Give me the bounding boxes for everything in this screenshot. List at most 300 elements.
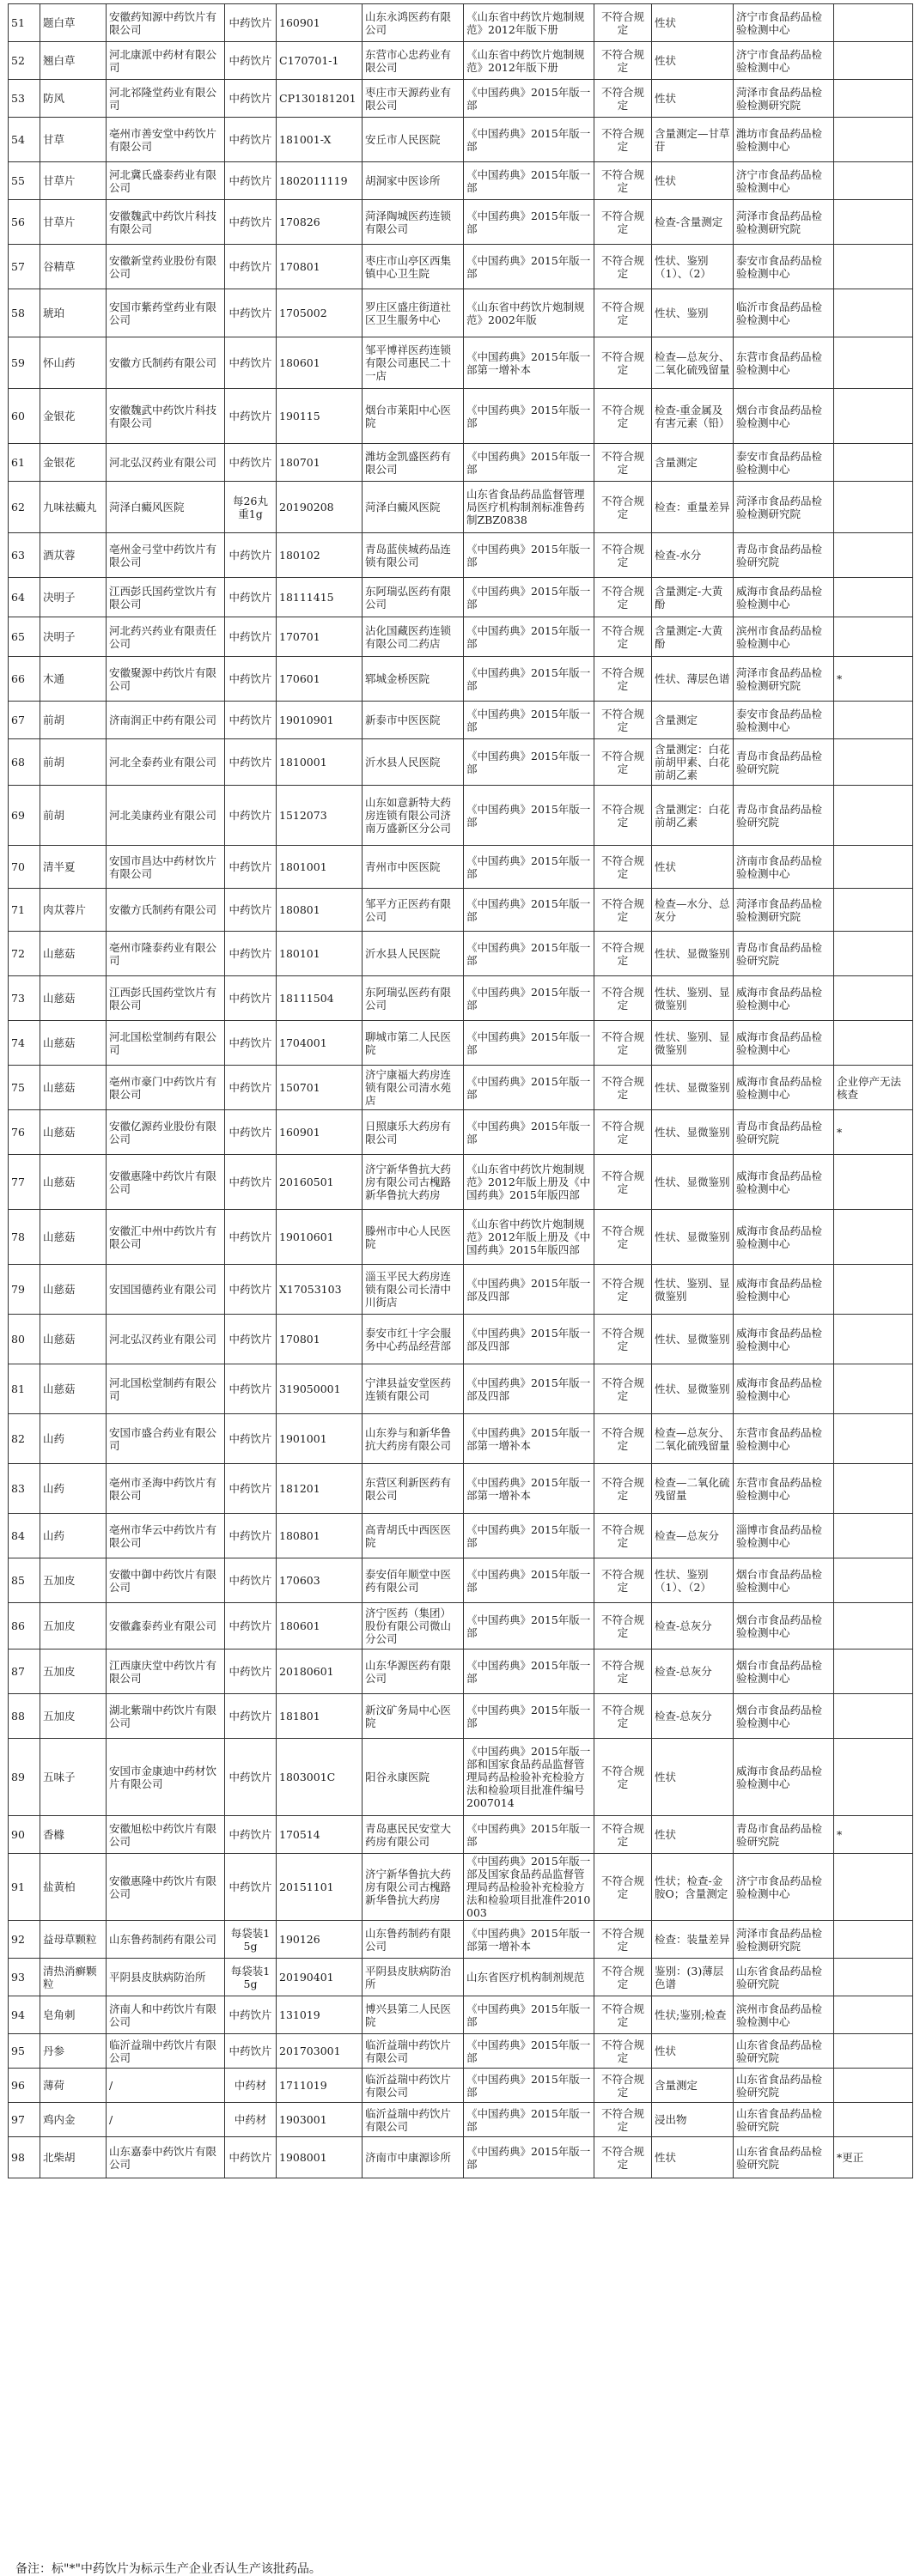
specification-cell: 中药饮片 <box>225 4 277 42</box>
remark-cell <box>834 4 913 42</box>
batch-number-cell: X17053103 <box>277 1265 363 1315</box>
table-row <box>9 2103 913 2137</box>
result-cell: 不符合规定 <box>594 1265 652 1315</box>
remark-cell <box>834 1464 913 1514</box>
batch-number-cell: 20160501 <box>277 1155 363 1210</box>
remark-cell <box>834 245 913 289</box>
testing-agency-cell: 烟台市食品药品检验检测中心 <box>734 1603 834 1649</box>
testing-agency-cell: 济宁市食品药品检验检测中心 <box>734 4 834 42</box>
testing-agency-cell: 山东省食品药品检验研究院 <box>734 2034 834 2069</box>
sampled-unit-cell: 山东鲁药制药有限公司 <box>363 1921 464 1959</box>
testing-agency-cell: 临沂市食品药品检验检测中心 <box>734 289 834 337</box>
manufacturer-cell: 济南人和中药饮片有限公司 <box>107 1996 225 2034</box>
remark-cell <box>834 200 913 245</box>
batch-number-cell: 1903001 <box>277 2103 363 2137</box>
remark-cell <box>834 1155 913 1210</box>
specification-cell: 每袋装15g <box>225 1959 277 1996</box>
specification-cell: 中药饮片 <box>225 1739 277 1816</box>
remark-cell <box>834 42 913 80</box>
row-number-cell: 90 <box>9 1816 40 1854</box>
testing-agency-cell: 烟台市食品药品检验检测中心 <box>734 389 834 444</box>
standard-cell: 《中国药典》2015年版一部第一增补本 <box>464 1464 594 1514</box>
product-name-cell: 丹参 <box>40 2034 107 2069</box>
product-name-cell: 怀山药 <box>40 337 107 389</box>
standard-cell: 《中国药典》2015年版一部 <box>464 889 594 932</box>
batch-number-cell: 170801 <box>277 1315 363 1364</box>
remark-cell <box>834 162 913 200</box>
row-number-cell: 82 <box>9 1414 40 1464</box>
product-name-cell: 盐黄柏 <box>40 1854 107 1921</box>
specification-cell: 中药饮片 <box>225 1464 277 1514</box>
specification-cell: 中药饮片 <box>225 786 277 846</box>
table-row <box>9 1315 913 1364</box>
product-name-cell: 山慈菇 <box>40 1110 107 1155</box>
failed-item-cell: 含量测定：白花前胡甲素、白花前胡乙素 <box>652 739 734 786</box>
failed-item-cell: 性状 <box>652 1739 734 1816</box>
row-number-cell: 81 <box>9 1364 40 1414</box>
product-name-cell: 琥珀 <box>40 289 107 337</box>
failed-item-cell: 检查—二氧化硫残留量 <box>652 1464 734 1514</box>
result-cell: 不符合规定 <box>594 118 652 162</box>
remark-cell <box>834 1921 913 1959</box>
failed-item-cell: 性状、显微鉴别 <box>652 1210 734 1265</box>
sampled-unit-cell: 临沂益瑞中药饮片有限公司 <box>363 2069 464 2103</box>
result-cell: 不符合规定 <box>594 1315 652 1364</box>
remark-cell <box>834 1514 913 1558</box>
batch-number-cell: 150701 <box>277 1066 363 1110</box>
table-row <box>9 976 913 1021</box>
remark-cell <box>834 1739 913 1816</box>
standard-cell: 《中国药典》2015年版一部 <box>464 1816 594 1854</box>
result-cell: 不符合规定 <box>594 444 652 482</box>
manufacturer-cell: 江西彭氏国药堂饮片有限公司 <box>107 578 225 617</box>
batch-number-cell: 19010901 <box>277 702 363 739</box>
failed-item-cell: 性状、鉴别、显微鉴别 <box>652 1265 734 1315</box>
manufacturer-cell: 安国市紫药堂药业有限公司 <box>107 289 225 337</box>
table-row <box>9 786 913 846</box>
failed-item-cell: 性状 <box>652 4 734 42</box>
failed-item-cell: 性状、薄层色谱 <box>652 657 734 702</box>
table-row <box>9 482 913 533</box>
sampled-unit-cell: 临沂益瑞中药饮片有限公司 <box>363 2103 464 2137</box>
sampled-unit-cell: 沂水县人民医院 <box>363 932 464 976</box>
row-number-cell: 69 <box>9 786 40 846</box>
row-number-cell: 53 <box>9 80 40 118</box>
testing-agency-cell: 威海市食品药品检验检测中心 <box>734 1315 834 1364</box>
table-row <box>9 118 913 162</box>
standard-cell: 《中国药典》2015年版一部 <box>464 1694 594 1739</box>
product-name-cell: 山药 <box>40 1464 107 1514</box>
sampled-unit-cell: 青州市中医医院 <box>363 846 464 889</box>
remark-cell <box>834 976 913 1021</box>
row-number-cell: 70 <box>9 846 40 889</box>
standard-cell: 《中国药典》2015年版一部 <box>464 2034 594 2069</box>
testing-agency-cell: 烟台市食品药品检验检测中心 <box>734 1649 834 1694</box>
failed-item-cell: 性状、显微鉴别 <box>652 932 734 976</box>
remark-cell <box>834 1210 913 1265</box>
product-name-cell: 山慈菇 <box>40 1364 107 1414</box>
product-name-cell: 五加皮 <box>40 1558 107 1603</box>
standard-cell: 《中国药典》2015年版一部 <box>464 1066 594 1110</box>
specification-cell: 中药饮片 <box>225 245 277 289</box>
row-number-cell: 76 <box>9 1110 40 1155</box>
failed-item-cell: 浸出物 <box>652 2103 734 2137</box>
batch-number-cell: CP130181201 <box>277 80 363 118</box>
failed-item-cell: 性状、鉴别、显微鉴别 <box>652 1021 734 1066</box>
failed-item-cell: 含量测定-大黄酚 <box>652 617 734 657</box>
standard-cell: 《中国药典》2015年版一部及四部 <box>464 1364 594 1414</box>
remark-cell <box>834 739 913 786</box>
result-cell: 不符合规定 <box>594 1558 652 1603</box>
manufacturer-cell: 亳州市华云中药饮片有限公司 <box>107 1514 225 1558</box>
row-number-cell: 58 <box>9 289 40 337</box>
product-name-cell: 山药 <box>40 1514 107 1558</box>
testing-agency-cell: 威海市食品药品检验检测中心 <box>734 578 834 617</box>
row-number-cell: 63 <box>9 533 40 578</box>
batch-number-cell: 190126 <box>277 1921 363 1959</box>
batch-number-cell: 1801001 <box>277 846 363 889</box>
table-row <box>9 617 913 657</box>
manufacturer-cell: 安徽方氏制药有限公司 <box>107 337 225 389</box>
failed-item-cell: 检查—总灰分、二氧化硫残留量 <box>652 337 734 389</box>
sampled-unit-cell: 东阿瑞弘医药有限公司 <box>363 976 464 1021</box>
table-row <box>9 889 913 932</box>
batch-number-cell: C170701-1 <box>277 42 363 80</box>
specification-cell: 中药饮片 <box>225 337 277 389</box>
remark-cell <box>834 1315 913 1364</box>
standard-cell: 《中国药典》2015年版一部 <box>464 976 594 1021</box>
batch-number-cell: 1512073 <box>277 786 363 846</box>
batch-number-cell: 160901 <box>277 4 363 42</box>
batch-number-cell: 1711019 <box>277 2069 363 2103</box>
specification-cell: 中药饮片 <box>225 118 277 162</box>
testing-agency-cell: 山东省食品药品检验研究院 <box>734 2137 834 2178</box>
specification-cell: 中药饮片 <box>225 1996 277 2034</box>
sampled-unit-cell: 淄玉平民大药房连锁有限公司长清中川街店 <box>363 1265 464 1315</box>
table-row <box>9 702 913 739</box>
specification-cell: 中药饮片 <box>225 1066 277 1110</box>
specification-cell: 中药饮片 <box>225 976 277 1021</box>
sampled-unit-cell: 郓城金桥医院 <box>363 657 464 702</box>
remark-cell <box>834 1694 913 1739</box>
footnote: 备注：标"*"中药饮片为标示生产企业否认生产该批药品。 <box>15 2562 321 2576</box>
row-number-cell: 73 <box>9 976 40 1021</box>
result-cell: 不符合规定 <box>594 617 652 657</box>
row-number-cell: 79 <box>9 1265 40 1315</box>
remark-cell <box>834 1021 913 1066</box>
standard-cell: 《山东省中药饮片炮制规范》2002年版 <box>464 289 594 337</box>
testing-agency-cell: 威海市食品药品检验检测中心 <box>734 1066 834 1110</box>
row-number-cell: 93 <box>9 1959 40 1996</box>
failed-item-cell: 性状、鉴别（1）、（2） <box>652 245 734 289</box>
remark-cell: * <box>834 657 913 702</box>
sampled-unit-cell: 潍坊金凯盛医药有限公司 <box>363 444 464 482</box>
product-name-cell: 益母草颗粒 <box>40 1921 107 1959</box>
table-row <box>9 657 913 702</box>
remark-cell <box>834 1265 913 1315</box>
row-number-cell: 56 <box>9 200 40 245</box>
result-cell: 不符合规定 <box>594 786 652 846</box>
specification-cell: 中药饮片 <box>225 1210 277 1265</box>
batch-number-cell: 160901 <box>277 1110 363 1155</box>
standard-cell: 《中国药典》2015年版一部 <box>464 200 594 245</box>
standard-cell: 《中国药典》2015年版一部 <box>464 786 594 846</box>
sampled-unit-cell: 山东券与和新华鲁抗大药房有限公司 <box>363 1414 464 1464</box>
remark-cell <box>834 482 913 533</box>
batch-number-cell: 319050001 <box>277 1364 363 1414</box>
testing-agency-cell: 烟台市食品药品检验检测中心 <box>734 1694 834 1739</box>
testing-agency-cell: 威海市食品药品检验检测中心 <box>734 1739 834 1816</box>
product-name-cell: 山慈菇 <box>40 1021 107 1066</box>
batch-number-cell: 18111504 <box>277 976 363 1021</box>
sampled-unit-cell: 宁津县益安堂医药连锁有限公司 <box>363 1364 464 1414</box>
manufacturer-cell: 河北国松堂制药有限公司 <box>107 1364 225 1414</box>
specification-cell: 中药饮片 <box>225 1021 277 1066</box>
result-cell: 不符合规定 <box>594 2069 652 2103</box>
testing-agency-cell: 潍坊市食品药品检验检测中心 <box>734 118 834 162</box>
specification-cell: 中药饮片 <box>225 1514 277 1558</box>
standard-cell: 《中国药典》2015年版一部第一增补本 <box>464 337 594 389</box>
standard-cell: 《中国药典》2015年版一部 <box>464 657 594 702</box>
manufacturer-cell: 安徽惠隆中药饮片有限公司 <box>107 1155 225 1210</box>
row-number-cell: 92 <box>9 1921 40 1959</box>
batch-number-cell: 20151101 <box>277 1854 363 1921</box>
testing-agency-cell: 菏泽市食品药品检验检测研究院 <box>734 1921 834 1959</box>
standard-cell: 《中国药典》2015年版一部及国家食品药品监督管理局药品检验补充检验方法和检验项目批准件2010003 <box>464 1854 594 1921</box>
row-number-cell: 95 <box>9 2034 40 2069</box>
table-row <box>9 200 913 245</box>
result-cell: 不符合规定 <box>594 2103 652 2137</box>
product-name-cell: 清热消癣颗粒 <box>40 1959 107 1996</box>
product-name-cell: 题白草 <box>40 4 107 42</box>
product-name-cell: 防风 <box>40 80 107 118</box>
standard-cell: 《中国药典》2015年版一部及四部 <box>464 1315 594 1364</box>
testing-agency-cell: 泰安市食品药品检验检测中心 <box>734 245 834 289</box>
table-row <box>9 1464 913 1514</box>
batch-number-cell: 181801 <box>277 1694 363 1739</box>
sampled-unit-cell: 济宁医药（集团）股份有限公司微山分公司 <box>363 1603 464 1649</box>
standard-cell: 《中国药典》2015年版一部 <box>464 617 594 657</box>
product-name-cell: 甘草片 <box>40 200 107 245</box>
row-number-cell: 52 <box>9 42 40 80</box>
result-cell: 不符合规定 <box>594 1414 652 1464</box>
batch-number-cell: 1810001 <box>277 739 363 786</box>
standard-cell: 《中国药典》2015年版一部 <box>464 444 594 482</box>
failed-item-cell: 检查-总灰分 <box>652 1603 734 1649</box>
row-number-cell: 74 <box>9 1021 40 1066</box>
table-row <box>9 1854 913 1921</box>
row-number-cell: 68 <box>9 739 40 786</box>
failed-item-cell: 检查：装量差异 <box>652 1921 734 1959</box>
manufacturer-cell: 亳州市圣海中药饮片有限公司 <box>107 1464 225 1514</box>
result-cell: 不符合规定 <box>594 1649 652 1694</box>
specification-cell: 中药饮片 <box>225 578 277 617</box>
standard-cell: 《山东省中药饮片炮制规范》2012年版上册及《中国药典》2015年版四部 <box>464 1210 594 1265</box>
standard-cell: 《中国药典》2015年版一部 <box>464 118 594 162</box>
sampled-unit-cell: 青岛蓝侠城药品连锁有限公司 <box>363 533 464 578</box>
product-name-cell: 金银花 <box>40 444 107 482</box>
result-cell: 不符合规定 <box>594 1155 652 1210</box>
product-name-cell: 甘草片 <box>40 162 107 200</box>
specification-cell: 中药饮片 <box>225 1558 277 1603</box>
specification-cell: 中药饮片 <box>225 1110 277 1155</box>
sampled-unit-cell: 青岛惠民民安堂大药房有限公司 <box>363 1816 464 1854</box>
result-cell: 不符合规定 <box>594 533 652 578</box>
batch-number-cell: 201703001 <box>277 2034 363 2069</box>
testing-agency-cell: 菏泽市食品药品检验检测研究院 <box>734 889 834 932</box>
remark-cell <box>834 1996 913 2034</box>
manufacturer-cell: 安徽药知源中药饮片有限公司 <box>107 4 225 42</box>
manufacturer-cell: 河北冀氏盛泰药业有限公司 <box>107 162 225 200</box>
batch-number-cell: 20190208 <box>277 482 363 533</box>
sampled-unit-cell: 枣庄市山亭区西集镇中心卫生院 <box>363 245 464 289</box>
testing-agency-cell: 泰安市食品药品检验检测中心 <box>734 444 834 482</box>
manufacturer-cell: 河北国松堂制药有限公司 <box>107 1021 225 1066</box>
row-number-cell: 77 <box>9 1155 40 1210</box>
product-name-cell: 山慈菇 <box>40 976 107 1021</box>
result-cell: 不符合规定 <box>594 482 652 533</box>
remark-cell <box>834 1364 913 1414</box>
manufacturer-cell: 河北祁隆堂药业有限公司 <box>107 80 225 118</box>
product-name-cell: 肉苁蓉片 <box>40 889 107 932</box>
sampled-unit-cell: 山东如意新特大药房连锁有限公司济南万盛新区分公司 <box>363 786 464 846</box>
product-name-cell: 皂角刺 <box>40 1996 107 2034</box>
standard-cell: 《山东省中药饮片炮制规范》2012年版下册 <box>464 4 594 42</box>
testing-agency-cell: 青岛市食品药品检验研究院 <box>734 739 834 786</box>
standard-cell: 《中国药典》2015年版一部 <box>464 739 594 786</box>
failed-item-cell: 性状 <box>652 80 734 118</box>
table-row <box>9 245 913 289</box>
failed-item-cell: 性状 <box>652 846 734 889</box>
sampled-unit-cell: 平阴县皮肤病防治所 <box>363 1959 464 1996</box>
sampled-unit-cell: 邹平博祥医药连锁有限公司惠民二十一店 <box>363 337 464 389</box>
table-row <box>9 1155 913 1210</box>
result-cell: 不符合规定 <box>594 289 652 337</box>
failed-item-cell: 性状 <box>652 2137 734 2178</box>
testing-agency-cell: 东营市食品药品检验检测中心 <box>734 1414 834 1464</box>
row-number-cell: 94 <box>9 1996 40 2034</box>
specification-cell: 中药饮片 <box>225 389 277 444</box>
batch-number-cell: 180801 <box>277 889 363 932</box>
result-cell: 不符合规定 <box>594 976 652 1021</box>
row-number-cell: 89 <box>9 1739 40 1816</box>
row-number-cell: 84 <box>9 1514 40 1558</box>
batch-number-cell: 131019 <box>277 1996 363 2034</box>
specification-cell: 中药饮片 <box>225 657 277 702</box>
failed-item-cell: 检查-重金属及有害元素（铅） <box>652 389 734 444</box>
sampled-unit-cell: 菏泽陶城医药连锁有限公司 <box>363 200 464 245</box>
failed-item-cell: 检查-总灰分 <box>652 1649 734 1694</box>
standard-cell: 《中国药典》2015年版一部 <box>464 1558 594 1603</box>
batch-number-cell: 181001-X <box>277 118 363 162</box>
sampled-unit-cell: 沾化国藏医药连锁有限公司二药店 <box>363 617 464 657</box>
sampled-unit-cell: 安丘市人民医院 <box>363 118 464 162</box>
batch-number-cell: 1705002 <box>277 289 363 337</box>
manufacturer-cell: 安徽魏武中药饮片科技有限公司 <box>107 200 225 245</box>
batch-number-cell: 18111415 <box>277 578 363 617</box>
row-number-cell: 54 <box>9 118 40 162</box>
remark-cell <box>834 2034 913 2069</box>
row-number-cell: 75 <box>9 1066 40 1110</box>
failed-item-cell: 含量测定-大黄酚 <box>652 578 734 617</box>
testing-agency-cell: 东营市食品药品检验检测中心 <box>734 337 834 389</box>
testing-agency-cell: 威海市食品药品检验检测中心 <box>734 976 834 1021</box>
result-cell: 不符合规定 <box>594 1514 652 1558</box>
row-number-cell: 91 <box>9 1854 40 1921</box>
product-name-cell: 决明子 <box>40 617 107 657</box>
result-cell: 不符合规定 <box>594 578 652 617</box>
row-number-cell: 85 <box>9 1558 40 1603</box>
manufacturer-cell: 江西彭氏国药堂饮片有限公司 <box>107 976 225 1021</box>
specification-cell: 中药饮片 <box>225 289 277 337</box>
result-cell: 不符合规定 <box>594 702 652 739</box>
standard-cell: 山东省食品药品监督管理局医疗机构制剂标准鲁药制ZBZ0838 <box>464 482 594 533</box>
table-row <box>9 533 913 578</box>
table-row <box>9 1514 913 1558</box>
product-name-cell: 山慈菇 <box>40 1066 107 1110</box>
manufacturer-cell: 菏泽白癜风医院 <box>107 482 225 533</box>
failed-item-cell: 检查—水分、总灰分 <box>652 889 734 932</box>
table-row <box>9 444 913 482</box>
remark-cell <box>834 389 913 444</box>
product-name-cell: 前胡 <box>40 786 107 846</box>
manufacturer-cell: 济南润正中药有限公司 <box>107 702 225 739</box>
failed-item-cell: 含量测定 <box>652 702 734 739</box>
table-row <box>9 739 913 786</box>
result-cell: 不符合规定 <box>594 200 652 245</box>
remark-cell <box>834 702 913 739</box>
batch-number-cell: 1802011119 <box>277 162 363 200</box>
table-row <box>9 289 913 337</box>
batch-number-cell: 20180601 <box>277 1649 363 1694</box>
sampled-unit-cell: 菏泽白癜风医院 <box>363 482 464 533</box>
remark-cell <box>834 337 913 389</box>
sampled-unit-cell: 滕州市中心人民医院 <box>363 1210 464 1265</box>
result-cell: 不符合规定 <box>594 1854 652 1921</box>
product-name-cell: 北柴胡 <box>40 2137 107 2178</box>
standard-cell: 《中国药典》2015年版一部 <box>464 702 594 739</box>
table-row <box>9 1996 913 2034</box>
batch-number-cell: 170601 <box>277 657 363 702</box>
specification-cell: 每26丸重1g <box>225 482 277 533</box>
row-number-cell: 88 <box>9 1694 40 1739</box>
specification-cell: 中药饮片 <box>225 1315 277 1364</box>
table-row <box>9 1066 913 1110</box>
manufacturer-cell: 临沂益瑞中药饮片有限公司 <box>107 2034 225 2069</box>
failed-item-cell: 性状、显微鉴别 <box>652 1066 734 1110</box>
testing-agency-cell: 青岛市食品药品检验研究院 <box>734 533 834 578</box>
manufacturer-cell: 河北弘汉药业有限公司 <box>107 444 225 482</box>
standard-cell: 《中国药典》2015年版一部 <box>464 1110 594 1155</box>
sampled-unit-cell: 济宁新华鲁抗大药房有限公司古槐路新华鲁抗大药房 <box>363 1854 464 1921</box>
specification-cell: 中药饮片 <box>225 444 277 482</box>
manufacturer-cell: 河北康派中药材有限公司 <box>107 42 225 80</box>
manufacturer-cell: / <box>107 2103 225 2137</box>
table-row <box>9 1210 913 1265</box>
failed-item-cell: 性状、显微鉴别 <box>652 1364 734 1414</box>
batch-number-cell: 170701 <box>277 617 363 657</box>
testing-agency-cell: 济南市食品药品检验检测中心 <box>734 846 834 889</box>
specification-cell: 中药材 <box>225 2103 277 2137</box>
testing-agency-cell: 威海市食品药品检验检测中心 <box>734 1265 834 1315</box>
table-row <box>9 932 913 976</box>
result-cell: 不符合规定 <box>594 1694 652 1739</box>
result-cell: 不符合规定 <box>594 2034 652 2069</box>
specification-cell: 每袋装15g <box>225 1921 277 1959</box>
testing-agency-cell: 威海市食品药品检验检测中心 <box>734 1210 834 1265</box>
testing-agency-cell: 菏泽市食品药品检验检测研究院 <box>734 200 834 245</box>
product-name-cell: 五加皮 <box>40 1649 107 1694</box>
